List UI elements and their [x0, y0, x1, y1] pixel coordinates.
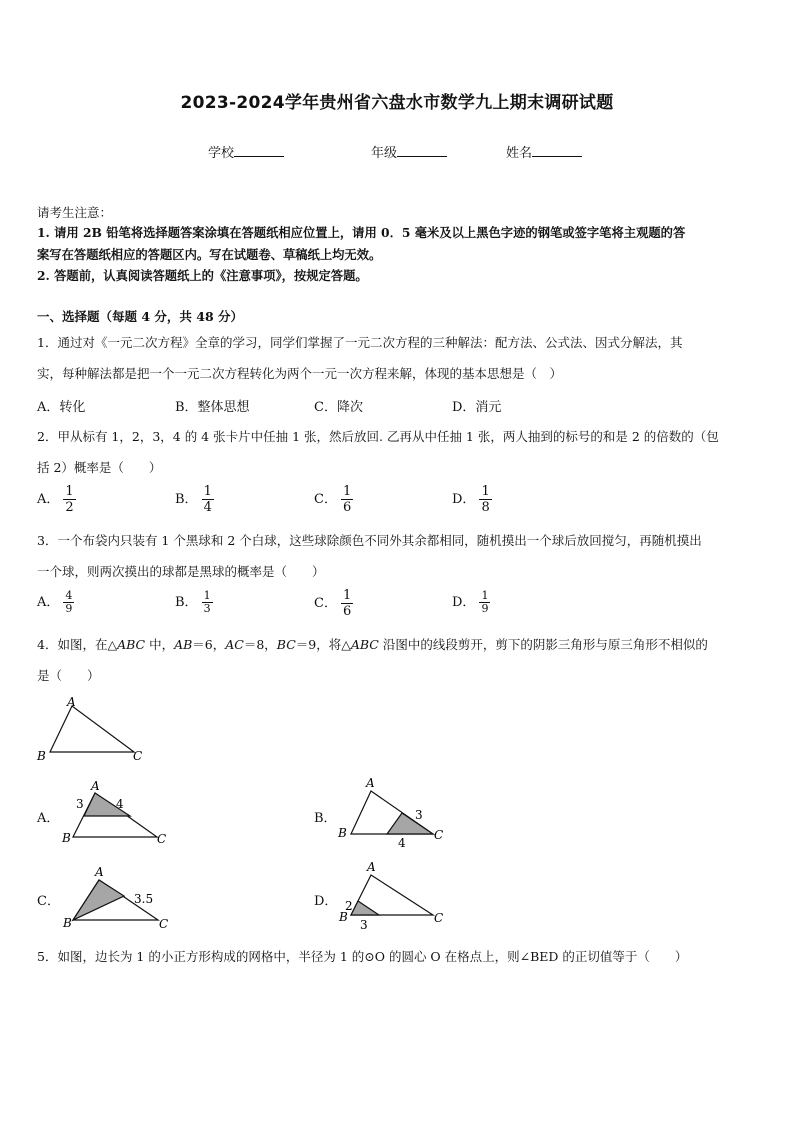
- option-d-vertex-c: C: [434, 911, 444, 925]
- school-blank[interactable]: [234, 144, 284, 157]
- option-c-shaded-triangle: [73, 880, 124, 920]
- q5-line-1: 5．如图，边长为 1 的小正方形构成的网格中，半径为 1 的⊙O 的圆心 O 在格点上，则∠BED 的正切值等于（ ）: [37, 949, 688, 964]
- grade-blank[interactable]: [397, 144, 447, 157]
- option-a-length-label-2: 4: [116, 797, 124, 811]
- q3-option-c-fraction: $\frac{1}{6}$: [342, 588, 352, 619]
- q2-line-2: 括 2）概率是（ ）: [37, 460, 162, 475]
- q3-line-2: 一个球，则两次摸出的球都是黑球的概率是（ ）: [37, 564, 325, 579]
- q3-option-a-fraction: $\frac{4}{9}$: [65, 589, 73, 615]
- q4-option-b-figure[interactable]: [333, 773, 463, 851]
- q3-option-d[interactable]: [452, 590, 490, 615]
- q4-option-d[interactable]: D．: [314, 894, 338, 909]
- q3-option-a[interactable]: [37, 590, 74, 615]
- option-b-vertex-b: B: [338, 826, 347, 840]
- option-b-vertex-c: C: [434, 828, 444, 842]
- q4-main-triangle-figure: [30, 692, 160, 764]
- option-b-length-label-1: 3: [415, 808, 423, 822]
- q2-option-d-label: D．: [452, 492, 476, 507]
- option-c-vertex-c: C: [159, 917, 169, 931]
- q1-option-c[interactable]: C．降次: [314, 400, 363, 415]
- q3-option-c[interactable]: [314, 588, 353, 619]
- q2-option-b-fraction: $\frac{1}{4}$: [203, 484, 212, 515]
- option-c-vertex-b: B: [63, 916, 72, 930]
- page-title: 2023-2024学年贵州省六盘水市数学九上期末调研试题: [180, 93, 614, 113]
- grade-field[interactable]: [371, 142, 447, 161]
- q2-option-c-fraction: $\frac{1}{6}$: [342, 484, 352, 515]
- q2-option-c[interactable]: [314, 484, 353, 515]
- option-d-vertex-b: B: [339, 910, 348, 924]
- q2-option-d-fraction: $\frac{1}{8}$: [481, 484, 490, 515]
- q3-option-d-fraction: $\frac{1}{9}$: [481, 589, 489, 615]
- notice-item-2: 2. 答题前，认真阅读答题纸上的《注意事项》，按规定答题。: [37, 268, 368, 283]
- option-c-length-label: 3.5: [134, 892, 154, 906]
- q4-option-a-figure[interactable]: [55, 775, 185, 850]
- option-a-vertex-a: A: [91, 779, 100, 793]
- q2-option-a-fraction: $\frac{1}{2}$: [65, 484, 74, 515]
- q4-line-1: 4．如图，在△ABC 中，AB＝6，AC＝8，BC＝9，将△ABC 沿图中的线段剪开，剪下的阴影三角形与原三角形不相似的: [37, 637, 708, 652]
- q2-option-b-label: B．: [175, 492, 198, 507]
- notice-item-1-line-1: 1. 请用 2B 铅笔将选择题答案涂填在答题纸相应位置上，请用 0．5 毫米及以上黑色字迹的钢笔或签字笔将主观题的答: [37, 225, 686, 240]
- q4-option-c-figure[interactable]: [55, 860, 185, 935]
- q1-line-2: 实，每种解法都是把一个一元二次方程转化为两个一元一次方程来解，体现的基本思想是（ ）: [37, 366, 563, 381]
- q3-option-a-label: A．: [37, 595, 60, 610]
- q1-option-d[interactable]: D．消元: [452, 400, 502, 415]
- q2-option-b[interactable]: [175, 484, 214, 515]
- q1-line-1: 1．通过对《一元二次方程》全章的学习，同学们掌握了一元二次方程的三种解法：配方法、公式法、因式分解法，其: [37, 335, 683, 350]
- q3-option-b-fraction: $\frac{1}{3}$: [203, 589, 211, 615]
- option-a-length-label-1: 3: [76, 797, 84, 811]
- q1-option-b[interactable]: B．整体思想: [175, 400, 250, 415]
- q2-option-a[interactable]: [37, 484, 76, 515]
- option-d-length-label-2: 3: [360, 918, 368, 932]
- option-d-length-label-1: 2: [345, 899, 353, 913]
- option-a-vertex-c: C: [157, 832, 167, 846]
- q4-option-b[interactable]: B．: [314, 811, 337, 826]
- q3-option-b[interactable]: [175, 590, 213, 615]
- q4-option-c[interactable]: C．: [37, 894, 60, 909]
- option-a-vertex-b: B: [62, 831, 71, 845]
- school-field[interactable]: [208, 142, 284, 161]
- q3-option-d-label: D．: [452, 595, 476, 610]
- option-b-vertex-a: A: [366, 776, 375, 790]
- q2-option-c-label: C．: [314, 492, 337, 507]
- option-b-shaded-triangle: [387, 813, 433, 834]
- name-field[interactable]: [506, 142, 582, 161]
- q3-option-b-label: B．: [175, 595, 198, 610]
- q4-line-2: 是（ ）: [37, 668, 100, 683]
- notice-heading: 请考生注意：: [37, 205, 113, 220]
- vertex-a-label: A: [67, 695, 76, 709]
- q1-option-a[interactable]: A．转化: [37, 400, 86, 415]
- school-label: 学校: [208, 146, 235, 161]
- q2-option-a-label: A．: [37, 492, 60, 507]
- q4-option-d-figure[interactable]: [333, 857, 463, 937]
- name-label: 姓名: [506, 146, 533, 161]
- q2-line-1: 2．甲从标有 1，2，3，4 的 4 张卡片中任抽 1 张，然后放回. 乙再从中任抽 1 张，两人抽到的标号的和是 2 的倍数的（包: [37, 429, 719, 444]
- main-triangle: [50, 706, 134, 752]
- vertex-c-label: C: [133, 749, 143, 763]
- section-heading: 一、选择题（每题 4 分，共 48 分）: [37, 309, 244, 324]
- grade-label: 年级: [371, 146, 398, 161]
- q2-option-d[interactable]: [452, 484, 492, 515]
- option-b-length-label-2: 4: [398, 836, 406, 850]
- vertex-b-label: B: [37, 749, 46, 763]
- q4-option-a[interactable]: A．: [37, 811, 60, 826]
- option-c-vertex-a: A: [95, 865, 104, 879]
- q3-option-c-label: C．: [314, 596, 337, 611]
- option-d-vertex-a: A: [367, 860, 376, 874]
- option-d-shaded-triangle: [351, 901, 379, 915]
- name-blank[interactable]: [532, 144, 582, 157]
- notice-item-1-line-2: 案写在答题纸相应的答题区内。写在试题卷、草稿纸上均无效。: [37, 247, 382, 262]
- q3-line-1: 3．一个布袋内只装有 1 个黑球和 2 个白球，这些球除颜色不同外其余都相同，随机摸出一个球后放回搅匀，再随机摸出: [37, 533, 702, 548]
